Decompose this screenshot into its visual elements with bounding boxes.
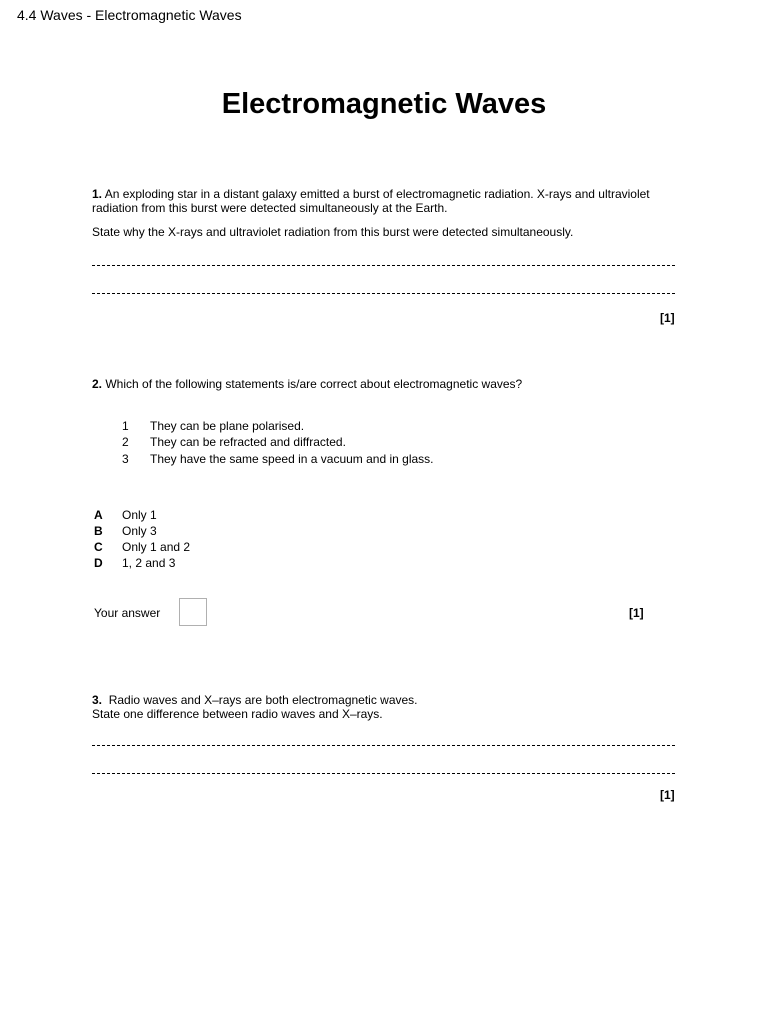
answer-line-1a[interactable] xyxy=(92,265,675,266)
document-header: 4.4 Waves - Electromagnetic Waves xyxy=(17,7,242,23)
option-b-text: Only 3 xyxy=(122,524,157,538)
option-a xyxy=(94,508,157,522)
question-1-body: An exploding star in a distant galaxy emitted a burst of electromagnetic radiation. X-rays and ultraviolet radiation from this burst were detected simultaneously at the Earth. xyxy=(92,187,650,215)
question-3-line-1: Radio waves and X–rays are both electromagnetic waves. xyxy=(108,693,418,707)
option-a-letter: A xyxy=(94,508,103,522)
question-3-text xyxy=(92,693,682,721)
option-c-text: Only 1 and 2 xyxy=(122,540,191,554)
question-1-text xyxy=(92,187,682,215)
option-d xyxy=(94,556,175,570)
answer-box[interactable] xyxy=(179,598,207,626)
your-answer-label: Your answer xyxy=(94,606,161,620)
statement-2-text: They can be refracted and diffracted. xyxy=(150,435,346,449)
option-b-letter: B xyxy=(94,524,103,538)
statement-1-text: They can be plane polarised. xyxy=(150,419,305,433)
question-2-marks: [1] xyxy=(629,606,644,620)
statement-1-number: 1 xyxy=(122,419,129,433)
statement-3-number: 3 xyxy=(122,452,129,466)
option-c-letter: C xyxy=(94,540,103,554)
answer-line-1b[interactable] xyxy=(92,293,675,294)
option-d-letter: D xyxy=(94,556,103,570)
statement-3 xyxy=(122,452,434,466)
statement-1 xyxy=(122,419,304,433)
question-3-number: 3. xyxy=(92,693,103,707)
question-3-marks: [1] xyxy=(660,788,675,802)
answer-line-3a[interactable] xyxy=(92,745,675,746)
statement-2-number: 2 xyxy=(122,435,129,449)
question-2-body: Which of the following statements is/are correct about electromagnetic waves? xyxy=(105,377,523,391)
question-1-prompt: State why the X-rays and ultraviolet radiation from this burst were detected simultaneously. xyxy=(92,225,574,239)
statement-2 xyxy=(122,435,346,449)
option-a-text: Only 1 xyxy=(122,508,157,522)
question-3-line-2: State one difference between radio waves and X–rays. xyxy=(92,707,383,721)
option-c xyxy=(94,540,190,554)
page-title: Electromagnetic Waves xyxy=(221,88,547,120)
question-1-marks: [1] xyxy=(660,311,675,325)
question-2-text xyxy=(92,377,682,391)
option-b xyxy=(94,524,157,538)
answer-line-3b[interactable] xyxy=(92,773,675,774)
option-d-text: 1, 2 and 3 xyxy=(122,556,176,570)
question-2-number: 2. xyxy=(92,377,103,391)
question-1-number: 1. xyxy=(92,187,103,201)
statement-3-text: They have the same speed in a vacuum and in glass. xyxy=(150,452,434,466)
